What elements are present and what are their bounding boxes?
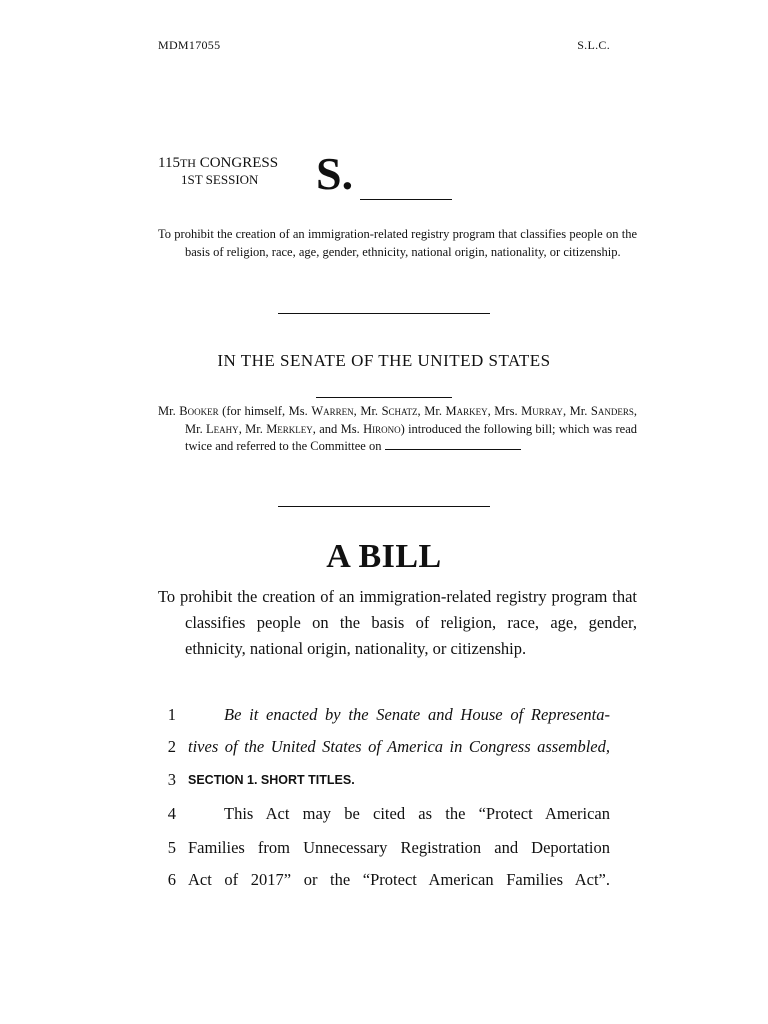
line-text: tives of the United States of America in Congress assembled, <box>188 737 610 756</box>
sponsor-merkley: Merkley <box>266 421 313 436</box>
document-id: MDM17055 <box>158 38 221 52</box>
short-title: To prohibit the creation of an immigration-related registry program that classifies people on the basis of religion, race, age, gender, ethnicity, national origin, nationality, or citizenship. <box>158 227 637 259</box>
sponsor-leahy: Leahy <box>206 421 239 436</box>
line-text: Act of 2017” or the “Protect American Families Act”. <box>188 870 610 889</box>
bill-line <box>158 734 610 760</box>
thin-divider <box>316 397 452 398</box>
congress-ordinal: TH <box>179 156 196 170</box>
committee-blank <box>385 439 521 450</box>
line-number: 6 <box>167 870 176 889</box>
sponsor-booker: Booker <box>179 404 219 418</box>
divider <box>278 506 490 507</box>
line-number: 2 <box>167 737 176 756</box>
office-code: S.L.C. <box>577 38 610 52</box>
bill-line <box>158 835 610 861</box>
sponsor-murray: Murray <box>521 404 563 418</box>
sponsor-markey: Markey <box>445 404 488 418</box>
congress-number: 115 <box>158 155 180 171</box>
line-text: Families from Unnecessary Registration and Deportation <box>188 838 610 857</box>
divider <box>278 313 490 314</box>
sponsor-warren: Warren <box>311 404 354 418</box>
sponsors-paragraph: Mr. Booker (for himself, Ms. Warren, Mr. Schatz, Mr. Markey, Mrs. Murray, Mr. Sanders, Mr. Leahy, Mr. Merkley, and Ms. Hirono) introduced the following bill; which was read twice and referred to the Committee on <box>158 404 638 453</box>
chamber-heading: IN THE SENATE OF THE UNITED STATES <box>217 351 551 370</box>
line-number: 3 <box>167 770 176 789</box>
bill-line <box>158 867 610 893</box>
long-title: To prohibit the creation of an immigration-related registry program that classifies people on the basis of religion, race, age, gender, ethnicity, national origin, nationality, or citizenship. <box>158 587 637 658</box>
section-heading: SECTION 1. SHORT TITLES. <box>188 773 355 787</box>
congress-word: CONGRESS <box>199 155 279 171</box>
bill-line <box>158 702 610 728</box>
bill-heading: A BILL <box>326 538 442 575</box>
session-label: 1ST SESSION <box>181 172 259 187</box>
line-number: 5 <box>167 838 176 857</box>
bill-number-blank <box>360 199 452 200</box>
sponsor-schatz: Schatz <box>381 404 418 418</box>
congress-label <box>158 155 278 171</box>
bill-line <box>158 767 610 793</box>
line-number: 1 <box>167 705 176 724</box>
bill-line <box>158 801 610 827</box>
sponsor-sanders: Sanders <box>590 404 634 418</box>
line-number: 4 <box>167 804 176 823</box>
sponsor-hirono: Hirono <box>363 421 401 436</box>
line-text: This Act may be cited as the “Protect American <box>224 804 610 823</box>
line-text: Be it enacted by the Senate and House of Representa- <box>224 705 610 724</box>
bill-number: S. <box>316 148 354 199</box>
